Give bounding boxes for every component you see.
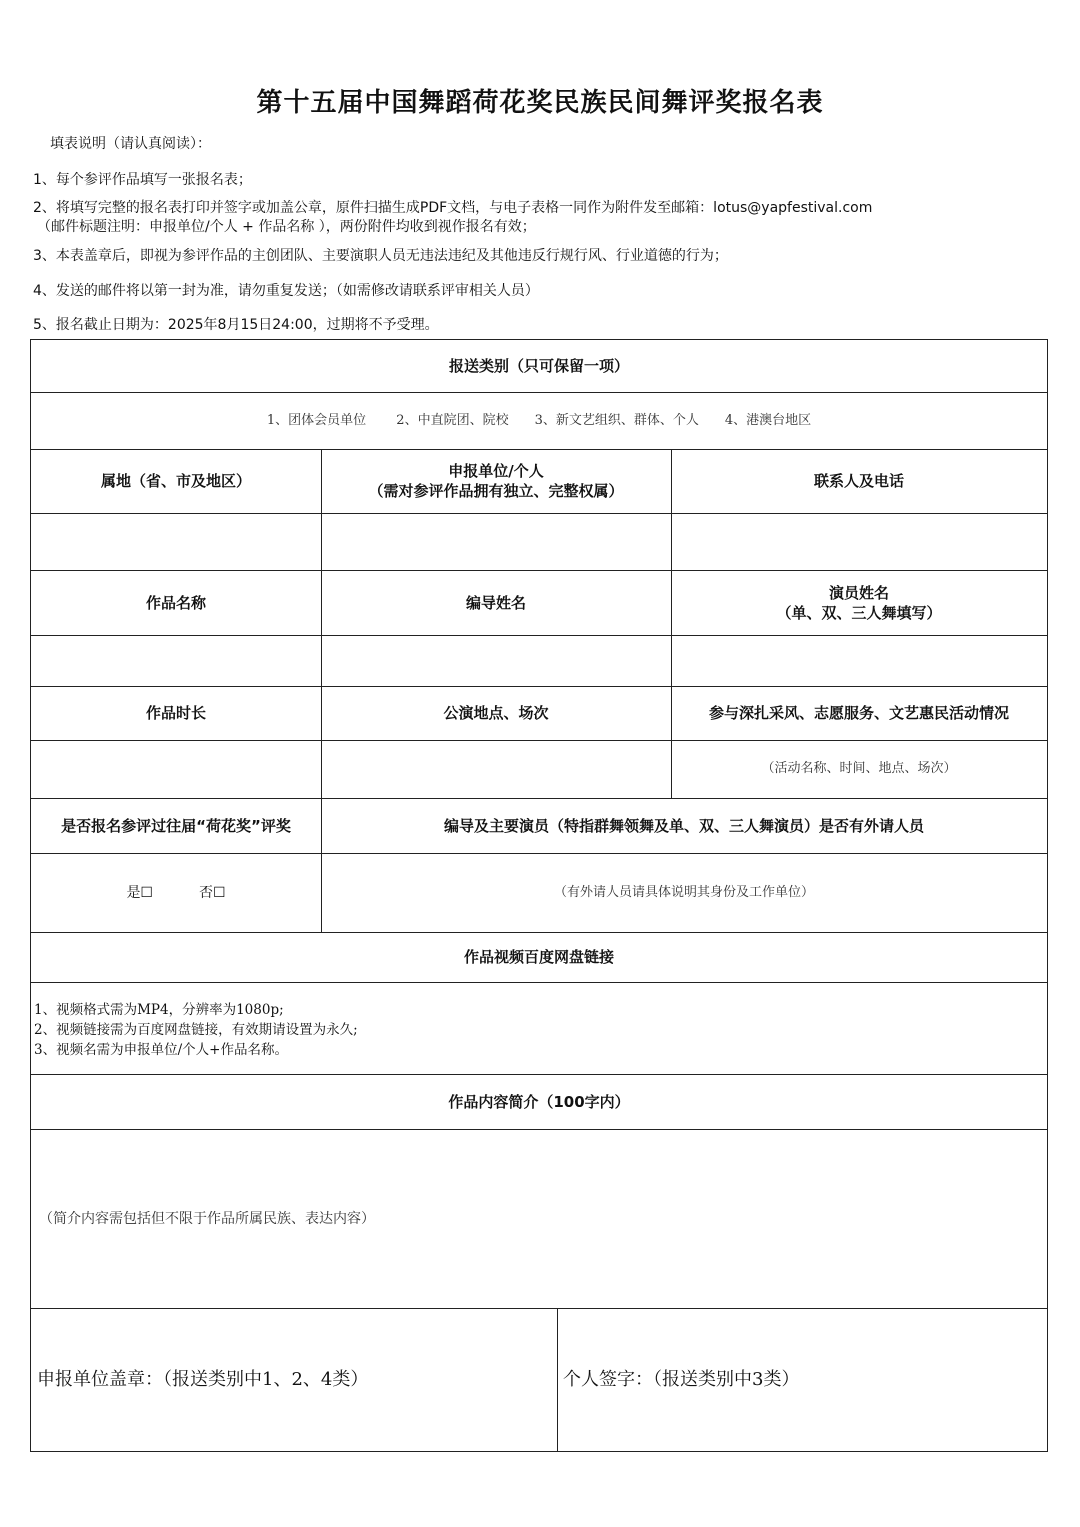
performer-field[interactable] bbox=[671, 635, 1047, 686]
intro-field[interactable]: （简介内容需包括但不限于作品所属民族、表达内容） bbox=[39, 1210, 375, 1227]
instructions-header: 填表说明（请认真阅读）： bbox=[50, 136, 211, 152]
page-title: 第十五届中国舞蹈荷花奖民族民间舞评奖报名表 bbox=[256, 88, 824, 118]
applicant-label bbox=[321, 449, 671, 513]
activity-field[interactable]: （活动名称、时间、地点、场次） bbox=[761, 761, 957, 776]
video-link-header: 作品视频百度网盘链接 bbox=[463, 948, 614, 966]
previous-participation-label: 是否报名参评过往届“荷花奖”评奖 bbox=[61, 816, 291, 835]
instruction-item-1: 1、每个参评作品填写一张报名表； bbox=[33, 172, 252, 188]
video-note: 2、视频链接需为百度网盘链接，有效期请设置为永久; bbox=[34, 1022, 358, 1038]
contact-label: 联系人及电话 bbox=[813, 472, 904, 490]
instruction-item-5: 5、报名截止日期为：2025年8月15日24:00，过期将不予受理。 bbox=[33, 317, 439, 333]
unit-seal-field[interactable]: 申报单位盖章：（报送类别中1、2、4类） bbox=[37, 1368, 369, 1390]
category-header: 报送类别（只可保留一项） bbox=[448, 357, 629, 375]
choreographer-field[interactable] bbox=[321, 635, 671, 686]
contact-field[interactable] bbox=[671, 513, 1047, 570]
video-note: 3、视频名需为申报单位/个人+作品名称。 bbox=[34, 1042, 288, 1058]
venue-label: 公演地点、场次 bbox=[443, 704, 549, 722]
applicant-label-line1: 申报单位/个人 bbox=[448, 462, 544, 480]
intro-header: 作品内容简介（100字内） bbox=[448, 1092, 630, 1111]
applicant-label-line2: （需对参评作品拥有独立、完整权属） bbox=[368, 482, 624, 500]
duration-field[interactable] bbox=[31, 740, 321, 798]
external-personnel-label: 编导及主要演员（特指群舞领舞及单、双、三人舞演员）是否有外请人员 bbox=[443, 816, 924, 835]
instruction-item-4: 4、发送的邮件将以第一封为准，请勿重复发送；（如需修改请联系评审相关人员） bbox=[33, 283, 539, 299]
instruction-item-3: 3、本表盖章后，即视为参评作品的主创团队、主要演职人员无违法违纪及其他违反行规行风、行业道德的行为； bbox=[33, 248, 728, 264]
work-name-label: 作品名称 bbox=[145, 593, 206, 612]
location-field[interactable] bbox=[31, 513, 321, 570]
applicant-field[interactable] bbox=[321, 513, 671, 570]
video-link-notes[interactable] bbox=[34, 1000, 358, 1060]
performer-label-line1: 演员姓名 bbox=[828, 583, 889, 602]
previous-participation-options bbox=[31, 853, 321, 932]
location-label: 属地（省、市及地区） bbox=[100, 472, 251, 490]
registration-form bbox=[30, 339, 1048, 1452]
venue-field[interactable] bbox=[321, 740, 671, 798]
personal-signature-field[interactable]: 个人签字：（报送类别中3类） bbox=[563, 1368, 800, 1390]
row-divider bbox=[31, 982, 1047, 983]
work-name-field[interactable] bbox=[31, 635, 321, 686]
no-checkbox[interactable]: 否☐ bbox=[199, 884, 226, 901]
video-note: 1、视频格式需为MP4，分辨率为1080p; bbox=[34, 1002, 284, 1018]
performer-label bbox=[671, 570, 1047, 635]
choreographer-label: 编导姓名 bbox=[465, 593, 526, 612]
yes-checkbox[interactable]: 是☐ bbox=[126, 884, 153, 901]
performer-label-line2: （单、双、三人舞填写） bbox=[776, 603, 942, 622]
activity-label: 参与深扎采风、志愿服务、文艺惠民活动情况 bbox=[708, 704, 1009, 722]
category-options: 1、团体会员单位 2、中直院团、院校 3、新文艺组织、群体、个人 4、港澳台地区 bbox=[266, 412, 812, 428]
external-personnel-field[interactable]: （有外请人员请具体说明其身份及工作单位） bbox=[553, 884, 814, 900]
duration-label: 作品时长 bbox=[145, 704, 206, 722]
instruction-item-2: 2、将填写完整的报名表打印并签字或加盖公章，原件扫描生成PDF文档，与电子表格一同作为附件发至邮箱：lotus@yapfestival.com bbox=[33, 200, 873, 216]
instruction-item-2-note: （邮件标题注明：申报单位/个人 + 作品名称 ），两份附件均收到视作报名有效； bbox=[37, 219, 536, 235]
